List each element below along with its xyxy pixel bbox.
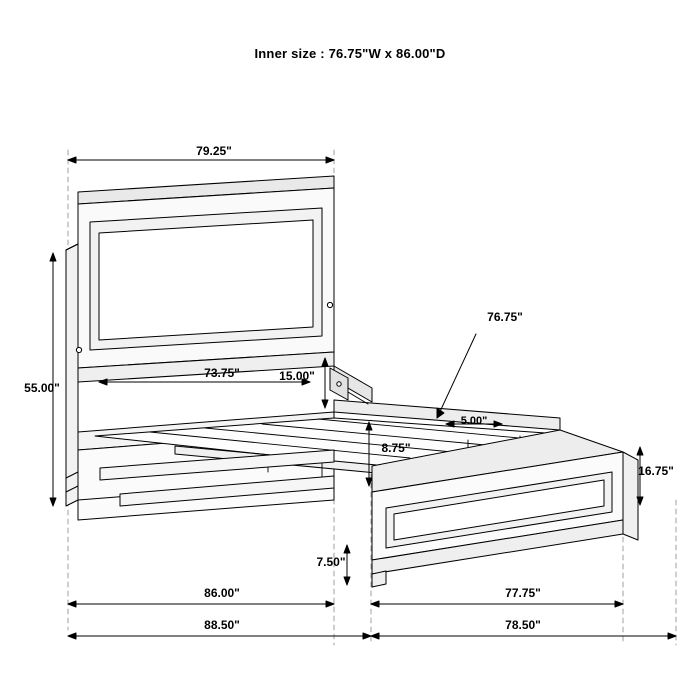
dimension-label-footboard-height: 16.75" bbox=[638, 464, 674, 478]
dimension-label-overall-length: 88.50" bbox=[204, 618, 240, 632]
dimension-label-footboard-depth: 77.75" bbox=[505, 586, 541, 600]
dimension-label-overall-depth: 78.50" bbox=[505, 618, 541, 632]
page-title: Inner size : 76.75"W x 86.00"D bbox=[254, 46, 446, 61]
dimension-label-headboard-panel-width: 73.75" bbox=[204, 366, 240, 380]
dimension-label-deck-height: 8.75" bbox=[381, 441, 411, 455]
dimension-label-inner-width: 76.75" bbox=[487, 310, 523, 324]
dimension-label-side-rail-length: 86.00" bbox=[204, 586, 240, 600]
dimension-label-overall-height: 55.00" bbox=[24, 381, 60, 395]
dimension-label-rail-to-headboard-height: 15.00" bbox=[279, 369, 315, 383]
dimension-label-headboard-width: 79.25" bbox=[196, 144, 232, 158]
dimension-label-slat-thickness: 5.00" bbox=[460, 415, 488, 427]
dimension-label-clearance-height: 7.50" bbox=[316, 555, 346, 569]
